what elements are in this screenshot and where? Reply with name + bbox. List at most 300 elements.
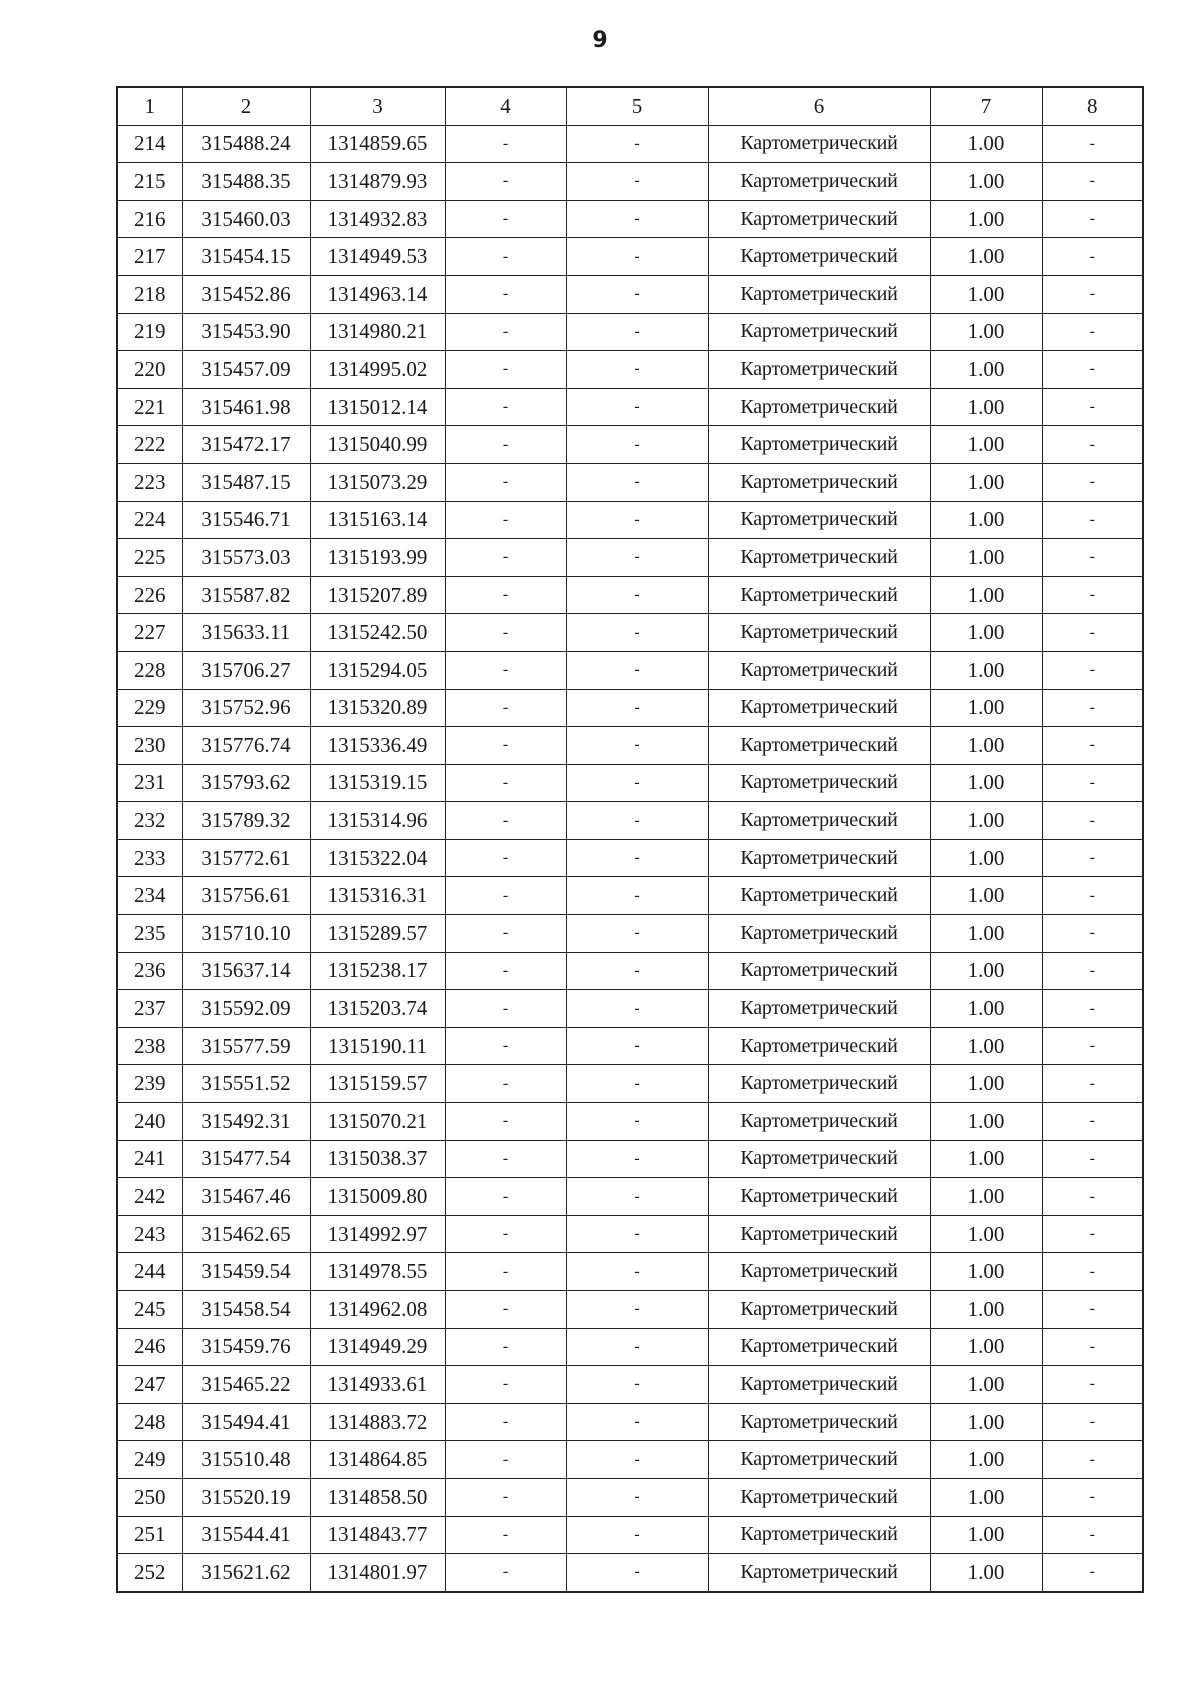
col4-cell: - <box>445 990 566 1028</box>
col5-cell: - <box>566 1516 708 1554</box>
y-coordinate-cell: 1314962.08 <box>310 1291 445 1329</box>
x-coordinate-cell: 315710.10 <box>182 915 310 953</box>
method-cell: Картометрический <box>708 915 930 953</box>
x-coordinate-cell: 315544.41 <box>182 1516 310 1554</box>
col8-cell: - <box>1042 463 1143 501</box>
table-row <box>117 163 1143 201</box>
col8-cell: - <box>1042 802 1143 840</box>
table-row <box>117 651 1143 689</box>
col8-cell: - <box>1042 1103 1143 1141</box>
table-row <box>117 1366 1143 1404</box>
col8-cell: - <box>1042 275 1143 313</box>
accuracy-cell: 1.00 <box>930 1403 1042 1441</box>
column-header: 7 <box>930 87 1042 125</box>
col5-cell: - <box>566 1103 708 1141</box>
method-cell: Картометрический <box>708 200 930 238</box>
y-coordinate-cell: 1314883.72 <box>310 1403 445 1441</box>
y-coordinate-cell: 1315294.05 <box>310 651 445 689</box>
method-cell: Картометрический <box>708 839 930 877</box>
col5-cell: - <box>566 1328 708 1366</box>
col8-cell: - <box>1042 501 1143 539</box>
x-coordinate-cell: 315453.90 <box>182 313 310 351</box>
table-row <box>117 576 1143 614</box>
table-row <box>117 539 1143 577</box>
coordinates-table <box>116 86 1144 1593</box>
x-coordinate-cell: 315637.14 <box>182 952 310 990</box>
table-row <box>117 1027 1143 1065</box>
accuracy-cell: 1.00 <box>930 651 1042 689</box>
col8-cell: - <box>1042 651 1143 689</box>
col4-cell: - <box>445 764 566 802</box>
col4-cell: - <box>445 915 566 953</box>
point-number-cell: 232 <box>117 802 182 840</box>
y-coordinate-cell: 1314879.93 <box>310 163 445 201</box>
method-cell: Картометрический <box>708 501 930 539</box>
accuracy-cell: 1.00 <box>930 802 1042 840</box>
table-row <box>117 1103 1143 1141</box>
accuracy-cell: 1.00 <box>930 125 1042 163</box>
method-cell: Картометрический <box>708 877 930 915</box>
x-coordinate-cell: 315458.54 <box>182 1291 310 1329</box>
col4-cell: - <box>445 1478 566 1516</box>
col4-cell: - <box>445 463 566 501</box>
col5-cell: - <box>566 1291 708 1329</box>
accuracy-cell: 1.00 <box>930 1140 1042 1178</box>
col8-cell: - <box>1042 614 1143 652</box>
method-cell: Картометрический <box>708 351 930 389</box>
col5-cell: - <box>566 1366 708 1404</box>
table-row <box>117 238 1143 276</box>
x-coordinate-cell: 315462.65 <box>182 1215 310 1253</box>
accuracy-cell: 1.00 <box>930 1516 1042 1554</box>
table-row <box>117 1554 1143 1592</box>
accuracy-cell: 1.00 <box>930 727 1042 765</box>
col8-cell: - <box>1042 1516 1143 1554</box>
accuracy-cell: 1.00 <box>930 1027 1042 1065</box>
method-cell: Картометрический <box>708 1516 930 1554</box>
y-coordinate-cell: 1314858.50 <box>310 1478 445 1516</box>
y-coordinate-cell: 1315207.89 <box>310 576 445 614</box>
method-cell: Картометрический <box>708 1403 930 1441</box>
table-row <box>117 727 1143 765</box>
table-row <box>117 351 1143 389</box>
accuracy-cell: 1.00 <box>930 426 1042 464</box>
col5-cell: - <box>566 163 708 201</box>
col8-cell: - <box>1042 1140 1143 1178</box>
method-cell: Картометрический <box>708 1103 930 1141</box>
accuracy-cell: 1.00 <box>930 1215 1042 1253</box>
accuracy-cell: 1.00 <box>930 1065 1042 1103</box>
accuracy-cell: 1.00 <box>930 313 1042 351</box>
col8-cell: - <box>1042 539 1143 577</box>
col8-cell: - <box>1042 952 1143 990</box>
column-header: 3 <box>310 87 445 125</box>
col8-cell: - <box>1042 1441 1143 1479</box>
col5-cell: - <box>566 351 708 389</box>
point-number-cell: 237 <box>117 990 182 1028</box>
point-number-cell: 224 <box>117 501 182 539</box>
x-coordinate-cell: 315551.52 <box>182 1065 310 1103</box>
method-cell: Картометрический <box>708 802 930 840</box>
y-coordinate-cell: 1314978.55 <box>310 1253 445 1291</box>
col4-cell: - <box>445 839 566 877</box>
col4-cell: - <box>445 689 566 727</box>
col4-cell: - <box>445 1291 566 1329</box>
col5-cell: - <box>566 1215 708 1253</box>
col5-cell: - <box>566 651 708 689</box>
col5-cell: - <box>566 1478 708 1516</box>
accuracy-cell: 1.00 <box>930 614 1042 652</box>
accuracy-cell: 1.00 <box>930 238 1042 276</box>
method-cell: Картометрический <box>708 689 930 727</box>
col4-cell: - <box>445 125 566 163</box>
method-cell: Картометрический <box>708 1291 930 1329</box>
x-coordinate-cell: 315465.22 <box>182 1366 310 1404</box>
x-coordinate-cell: 315467.46 <box>182 1178 310 1216</box>
point-number-cell: 214 <box>117 125 182 163</box>
x-coordinate-cell: 315459.54 <box>182 1253 310 1291</box>
y-coordinate-cell: 1314963.14 <box>310 275 445 313</box>
accuracy-cell: 1.00 <box>930 200 1042 238</box>
point-number-cell: 238 <box>117 1027 182 1065</box>
y-coordinate-cell: 1314992.97 <box>310 1215 445 1253</box>
table-row <box>117 877 1143 915</box>
x-coordinate-cell: 315706.27 <box>182 651 310 689</box>
col5-cell: - <box>566 990 708 1028</box>
table-row <box>117 1065 1143 1103</box>
accuracy-cell: 1.00 <box>930 351 1042 389</box>
method-cell: Картометрический <box>708 727 930 765</box>
col4-cell: - <box>445 426 566 464</box>
y-coordinate-cell: 1314949.29 <box>310 1328 445 1366</box>
point-number-cell: 248 <box>117 1403 182 1441</box>
table-row <box>117 463 1143 501</box>
point-number-cell: 226 <box>117 576 182 614</box>
x-coordinate-cell: 315488.24 <box>182 125 310 163</box>
col4-cell: - <box>445 388 566 426</box>
point-number-cell: 215 <box>117 163 182 201</box>
col4-cell: - <box>445 952 566 990</box>
col8-cell: - <box>1042 163 1143 201</box>
col4-cell: - <box>445 501 566 539</box>
accuracy-cell: 1.00 <box>930 877 1042 915</box>
column-header: 5 <box>566 87 708 125</box>
method-cell: Картометрический <box>708 651 930 689</box>
col5-cell: - <box>566 952 708 990</box>
accuracy-cell: 1.00 <box>930 576 1042 614</box>
method-cell: Картометрический <box>708 1140 930 1178</box>
accuracy-cell: 1.00 <box>930 839 1042 877</box>
table-row <box>117 990 1143 1028</box>
method-cell: Картометрический <box>708 990 930 1028</box>
method-cell: Картометрический <box>708 1328 930 1366</box>
method-cell: Картометрический <box>708 764 930 802</box>
header-row <box>117 87 1143 125</box>
col4-cell: - <box>445 1403 566 1441</box>
x-coordinate-cell: 315633.11 <box>182 614 310 652</box>
y-coordinate-cell: 1314859.65 <box>310 125 445 163</box>
table-row <box>117 388 1143 426</box>
y-coordinate-cell: 1315193.99 <box>310 539 445 577</box>
col5-cell: - <box>566 727 708 765</box>
point-number-cell: 216 <box>117 200 182 238</box>
y-coordinate-cell: 1315319.15 <box>310 764 445 802</box>
col8-cell: - <box>1042 839 1143 877</box>
col4-cell: - <box>445 1366 566 1404</box>
col4-cell: - <box>445 1253 566 1291</box>
accuracy-cell: 1.00 <box>930 764 1042 802</box>
x-coordinate-cell: 315494.41 <box>182 1403 310 1441</box>
point-number-cell: 234 <box>117 877 182 915</box>
col5-cell: - <box>566 539 708 577</box>
table-row <box>117 1215 1143 1253</box>
point-number-cell: 227 <box>117 614 182 652</box>
point-number-cell: 222 <box>117 426 182 464</box>
y-coordinate-cell: 1315316.31 <box>310 877 445 915</box>
y-coordinate-cell: 1315320.89 <box>310 689 445 727</box>
x-coordinate-cell: 315776.74 <box>182 727 310 765</box>
x-coordinate-cell: 315756.61 <box>182 877 310 915</box>
accuracy-cell: 1.00 <box>930 539 1042 577</box>
column-header: 1 <box>117 87 182 125</box>
col4-cell: - <box>445 275 566 313</box>
table-row <box>117 275 1143 313</box>
point-number-cell: 247 <box>117 1366 182 1404</box>
point-number-cell: 218 <box>117 275 182 313</box>
col4-cell: - <box>445 1554 566 1592</box>
col8-cell: - <box>1042 125 1143 163</box>
col8-cell: - <box>1042 1403 1143 1441</box>
table-row <box>117 915 1143 953</box>
accuracy-cell: 1.00 <box>930 1253 1042 1291</box>
accuracy-cell: 1.00 <box>930 388 1042 426</box>
point-number-cell: 251 <box>117 1516 182 1554</box>
x-coordinate-cell: 315520.19 <box>182 1478 310 1516</box>
col4-cell: - <box>445 313 566 351</box>
method-cell: Картометрический <box>708 539 930 577</box>
col8-cell: - <box>1042 1366 1143 1404</box>
col8-cell: - <box>1042 727 1143 765</box>
y-coordinate-cell: 1315336.49 <box>310 727 445 765</box>
point-number-cell: 243 <box>117 1215 182 1253</box>
col4-cell: - <box>445 238 566 276</box>
y-coordinate-cell: 1314995.02 <box>310 351 445 389</box>
method-cell: Картометрический <box>708 163 930 201</box>
point-number-cell: 240 <box>117 1103 182 1141</box>
col4-cell: - <box>445 651 566 689</box>
table-row <box>117 1478 1143 1516</box>
y-coordinate-cell: 1315073.29 <box>310 463 445 501</box>
col8-cell: - <box>1042 1065 1143 1103</box>
table-row <box>117 839 1143 877</box>
col5-cell: - <box>566 764 708 802</box>
accuracy-cell: 1.00 <box>930 990 1042 1028</box>
col4-cell: - <box>445 1065 566 1103</box>
point-number-cell: 230 <box>117 727 182 765</box>
point-number-cell: 239 <box>117 1065 182 1103</box>
y-coordinate-cell: 1315322.04 <box>310 839 445 877</box>
table-row <box>117 1178 1143 1216</box>
column-header: 8 <box>1042 87 1143 125</box>
x-coordinate-cell: 315454.15 <box>182 238 310 276</box>
point-number-cell: 249 <box>117 1441 182 1479</box>
point-number-cell: 244 <box>117 1253 182 1291</box>
accuracy-cell: 1.00 <box>930 915 1042 953</box>
accuracy-cell: 1.00 <box>930 1178 1042 1216</box>
column-header: 4 <box>445 87 566 125</box>
col4-cell: - <box>445 1516 566 1554</box>
col8-cell: - <box>1042 1253 1143 1291</box>
method-cell: Картометрический <box>708 313 930 351</box>
point-number-cell: 246 <box>117 1328 182 1366</box>
x-coordinate-cell: 315460.03 <box>182 200 310 238</box>
col5-cell: - <box>566 463 708 501</box>
y-coordinate-cell: 1315012.14 <box>310 388 445 426</box>
col5-cell: - <box>566 1554 708 1592</box>
col8-cell: - <box>1042 1554 1143 1592</box>
method-cell: Картометрический <box>708 275 930 313</box>
table-body <box>117 125 1143 1592</box>
col8-cell: - <box>1042 915 1143 953</box>
point-number-cell: 223 <box>117 463 182 501</box>
y-coordinate-cell: 1314932.83 <box>310 200 445 238</box>
col4-cell: - <box>445 614 566 652</box>
point-number-cell: 235 <box>117 915 182 953</box>
col8-cell: - <box>1042 1328 1143 1366</box>
y-coordinate-cell: 1315159.57 <box>310 1065 445 1103</box>
col5-cell: - <box>566 426 708 464</box>
x-coordinate-cell: 315573.03 <box>182 539 310 577</box>
accuracy-cell: 1.00 <box>930 463 1042 501</box>
col4-cell: - <box>445 1103 566 1141</box>
y-coordinate-cell: 1315289.57 <box>310 915 445 953</box>
point-number-cell: 250 <box>117 1478 182 1516</box>
y-coordinate-cell: 1315238.17 <box>310 952 445 990</box>
col5-cell: - <box>566 1441 708 1479</box>
method-cell: Картометрический <box>708 1478 930 1516</box>
col8-cell: - <box>1042 1178 1143 1216</box>
col8-cell: - <box>1042 238 1143 276</box>
method-cell: Картометрический <box>708 1253 930 1291</box>
accuracy-cell: 1.00 <box>930 689 1042 727</box>
col8-cell: - <box>1042 576 1143 614</box>
col8-cell: - <box>1042 689 1143 727</box>
table-row <box>117 1441 1143 1479</box>
point-number-cell: 233 <box>117 839 182 877</box>
table-row <box>117 1291 1143 1329</box>
col8-cell: - <box>1042 426 1143 464</box>
y-coordinate-cell: 1314801.97 <box>310 1554 445 1592</box>
col8-cell: - <box>1042 990 1143 1028</box>
accuracy-cell: 1.00 <box>930 1103 1042 1141</box>
table-row <box>117 1516 1143 1554</box>
col5-cell: - <box>566 313 708 351</box>
column-header: 6 <box>708 87 930 125</box>
point-number-cell: 229 <box>117 689 182 727</box>
method-cell: Картометрический <box>708 576 930 614</box>
x-coordinate-cell: 315452.86 <box>182 275 310 313</box>
col8-cell: - <box>1042 1027 1143 1065</box>
table-row <box>117 614 1143 652</box>
method-cell: Картометрический <box>708 1027 930 1065</box>
y-coordinate-cell: 1315242.50 <box>310 614 445 652</box>
accuracy-cell: 1.00 <box>930 1328 1042 1366</box>
x-coordinate-cell: 315592.09 <box>182 990 310 1028</box>
page-number: 9 <box>592 28 608 53</box>
col5-cell: - <box>566 125 708 163</box>
x-coordinate-cell: 315510.48 <box>182 1441 310 1479</box>
col4-cell: - <box>445 1178 566 1216</box>
point-number-cell: 219 <box>117 313 182 351</box>
col4-cell: - <box>445 1140 566 1178</box>
col5-cell: - <box>566 689 708 727</box>
table-row <box>117 313 1143 351</box>
col4-cell: - <box>445 727 566 765</box>
col5-cell: - <box>566 388 708 426</box>
method-cell: Картометрический <box>708 463 930 501</box>
col5-cell: - <box>566 802 708 840</box>
x-coordinate-cell: 315459.76 <box>182 1328 310 1366</box>
method-cell: Картометрический <box>708 125 930 163</box>
table-row <box>117 426 1143 464</box>
y-coordinate-cell: 1315203.74 <box>310 990 445 1028</box>
x-coordinate-cell: 315461.98 <box>182 388 310 426</box>
y-coordinate-cell: 1314980.21 <box>310 313 445 351</box>
col8-cell: - <box>1042 1291 1143 1329</box>
col8-cell: - <box>1042 1478 1143 1516</box>
col8-cell: - <box>1042 200 1143 238</box>
x-coordinate-cell: 315457.09 <box>182 351 310 389</box>
table-row <box>117 952 1143 990</box>
col8-cell: - <box>1042 351 1143 389</box>
y-coordinate-cell: 1314843.77 <box>310 1516 445 1554</box>
point-number-cell: 217 <box>117 238 182 276</box>
point-number-cell: 225 <box>117 539 182 577</box>
accuracy-cell: 1.00 <box>930 1478 1042 1516</box>
col5-cell: - <box>566 1140 708 1178</box>
method-cell: Картометрический <box>708 426 930 464</box>
col4-cell: - <box>445 1215 566 1253</box>
table-row <box>117 125 1143 163</box>
col8-cell: - <box>1042 1215 1143 1253</box>
method-cell: Картометрический <box>708 1215 930 1253</box>
col4-cell: - <box>445 1441 566 1479</box>
y-coordinate-cell: 1315070.21 <box>310 1103 445 1141</box>
x-coordinate-cell: 315752.96 <box>182 689 310 727</box>
col5-cell: - <box>566 501 708 539</box>
point-number-cell: 241 <box>117 1140 182 1178</box>
table-row <box>117 764 1143 802</box>
col5-cell: - <box>566 576 708 614</box>
col8-cell: - <box>1042 388 1143 426</box>
col5-cell: - <box>566 1253 708 1291</box>
x-coordinate-cell: 315621.62 <box>182 1554 310 1592</box>
y-coordinate-cell: 1315009.80 <box>310 1178 445 1216</box>
method-cell: Картометрический <box>708 388 930 426</box>
method-cell: Картометрический <box>708 1178 930 1216</box>
x-coordinate-cell: 315546.71 <box>182 501 310 539</box>
y-coordinate-cell: 1315040.99 <box>310 426 445 464</box>
point-number-cell: 245 <box>117 1291 182 1329</box>
point-number-cell: 231 <box>117 764 182 802</box>
col8-cell: - <box>1042 764 1143 802</box>
table-row <box>117 802 1143 840</box>
x-coordinate-cell: 315477.54 <box>182 1140 310 1178</box>
point-number-cell: 221 <box>117 388 182 426</box>
method-cell: Картометрический <box>708 614 930 652</box>
x-coordinate-cell: 315577.59 <box>182 1027 310 1065</box>
method-cell: Картометрический <box>708 1065 930 1103</box>
